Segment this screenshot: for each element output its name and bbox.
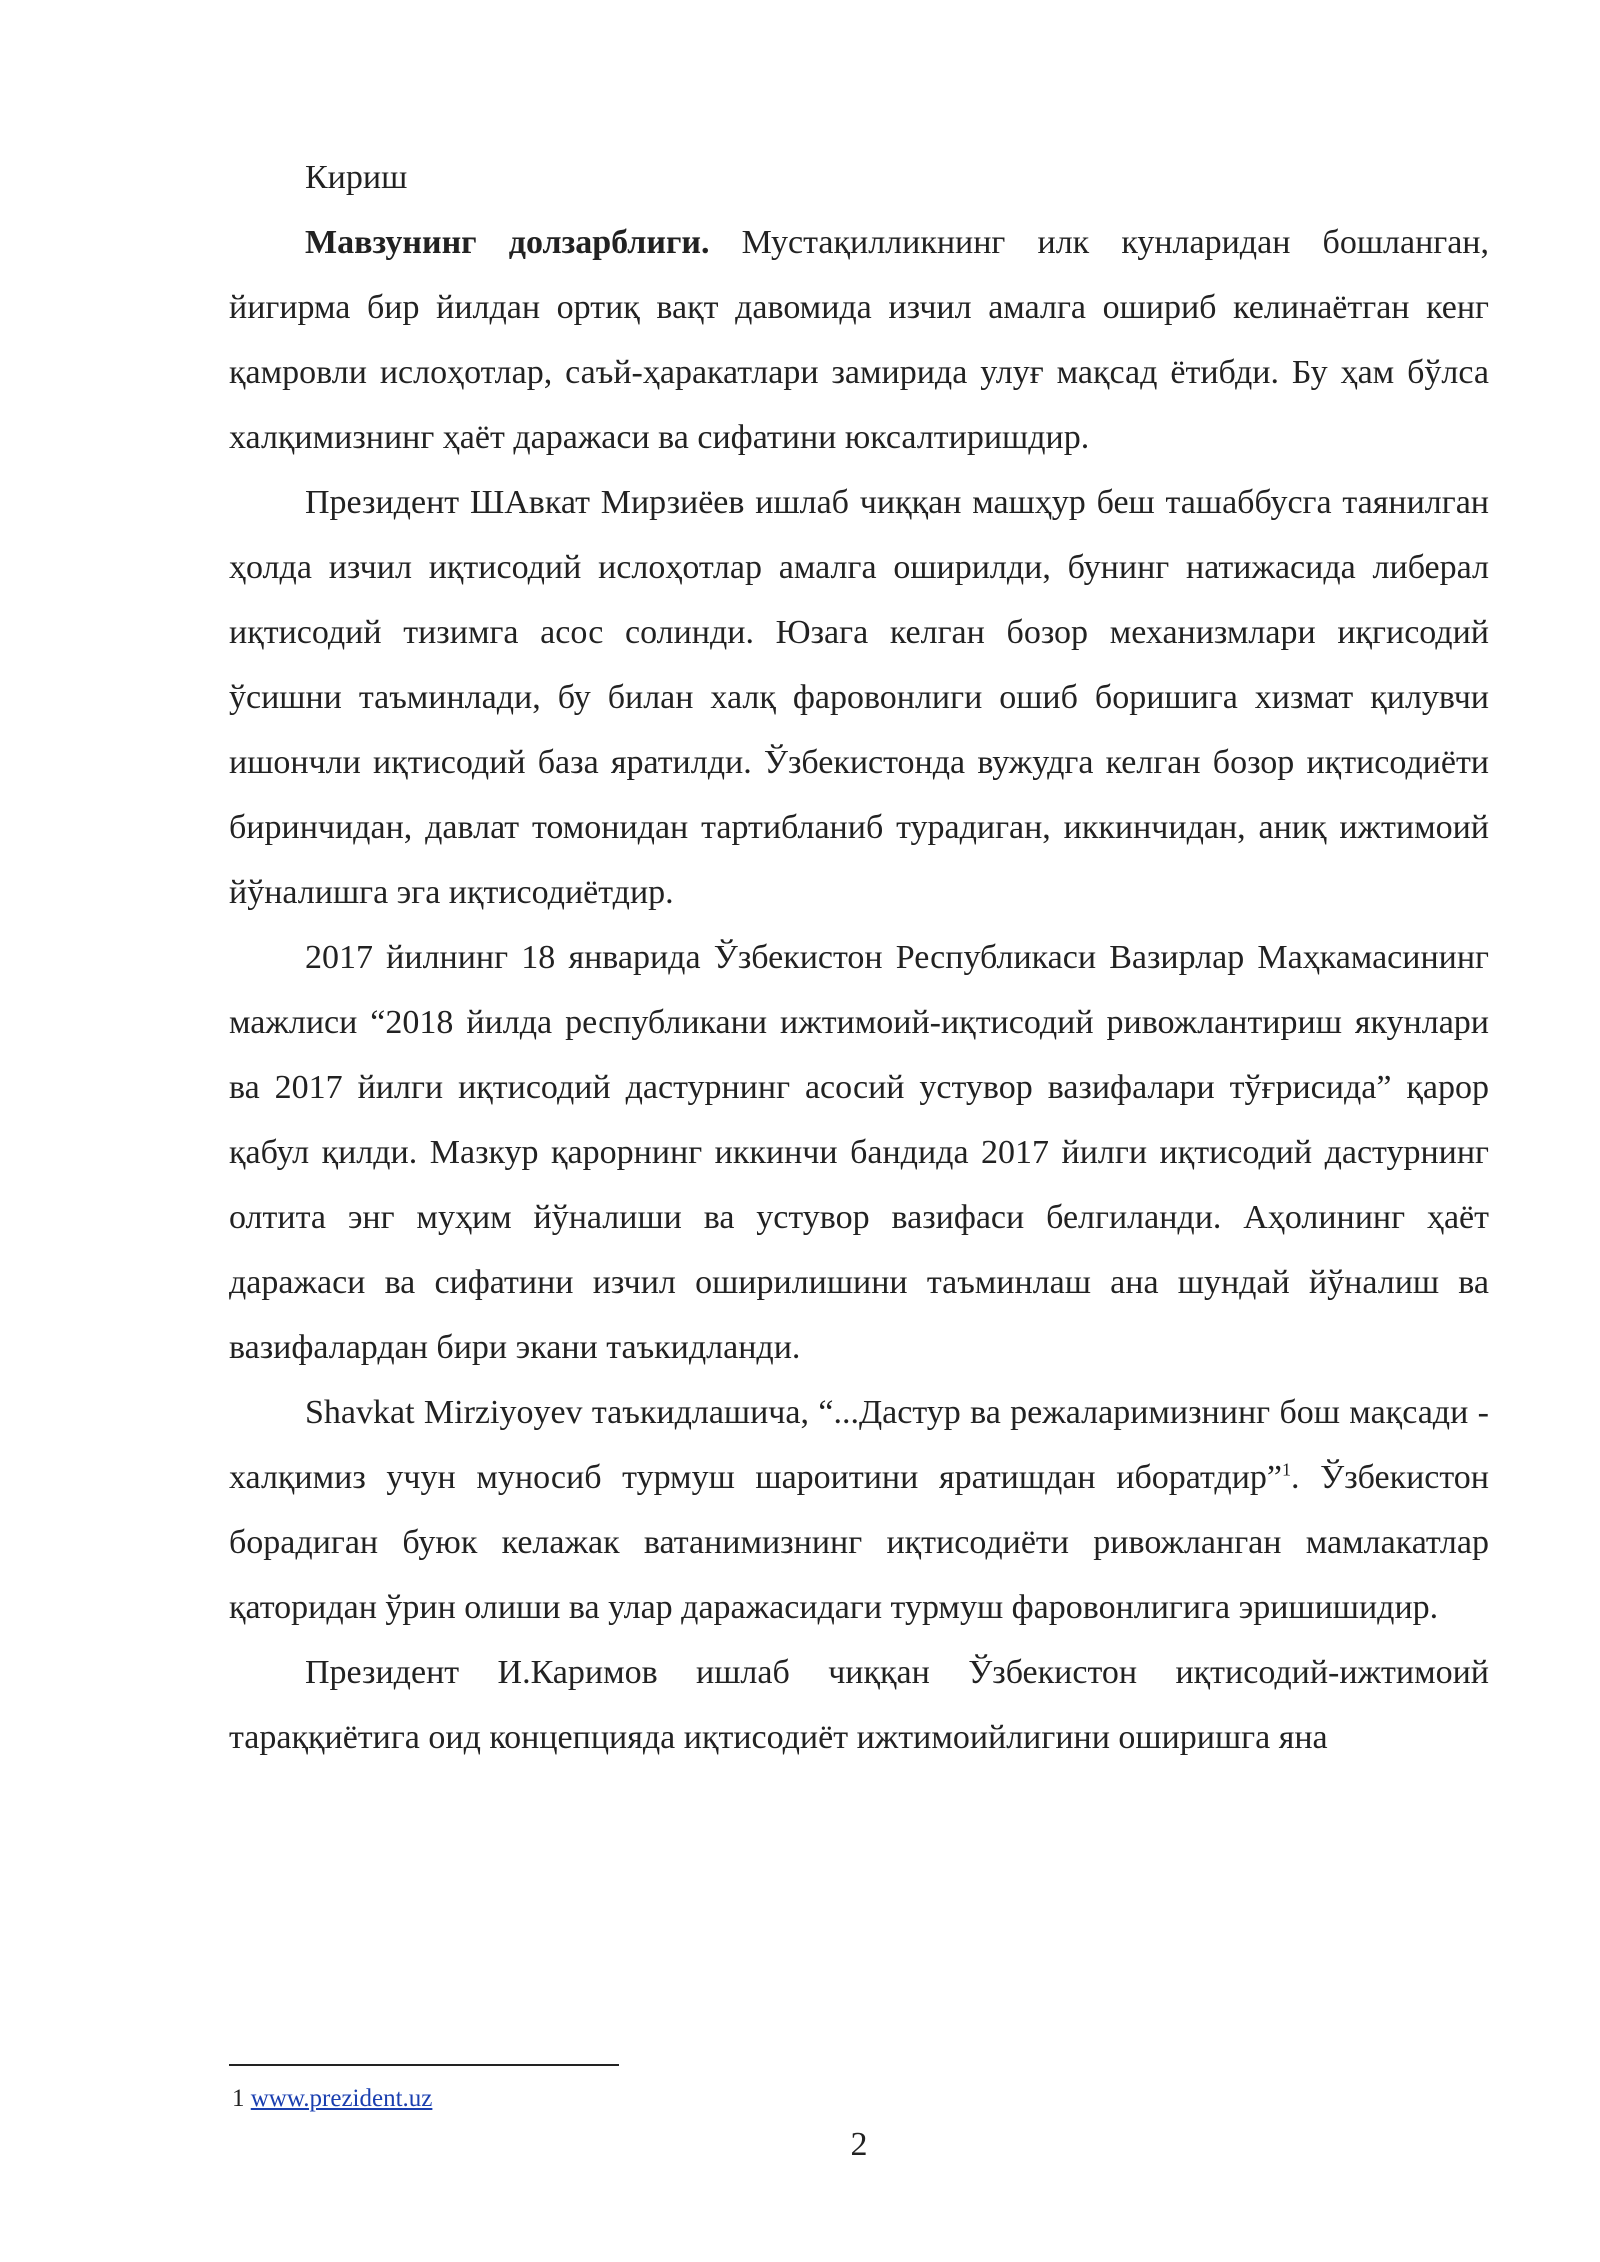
paragraph-relevance	[229, 210, 1489, 470]
footnote	[232, 2084, 432, 2114]
footnote-reference[interactable]: 1	[1281, 1459, 1291, 1480]
paragraph-quote	[229, 1380, 1489, 1640]
relevance-lead: Мавзунинг долзарблиги.	[305, 224, 710, 261]
paragraph-concept: Президент И.Каримов ишлаб чиққан Ўзбекистон иқтисодий-ижтимоий тараққиётига оид концепцияда иқтисодиёт ижтимоийлигини оширишга яна	[229, 1654, 1489, 1756]
paragraph-resolution: 2017 йилнинг 18 январида Ўзбекистон Республикаси Вазирлар Маҳкамасининг мажлиси “2018 йилда республикани ижтимоий-иқтисодий ривожлантириш якунлари ва 2017 йилги иқтисодий дастурнинг асосий устувор вазифалари тўғрисида” қарор қабул қилди. Мазкур қарорнинг иккинчи бандида 2017 йилги иқтисодий дастурнинг олтита энг муҳим йўналиши ва устувор вазифаси белгиланди. Аҳолининг ҳаёт даражаси ва сифатини изчил оширилишини таъминлаш ана шундай йўналиш ва вазифалардан бири экани таъкидланди.	[229, 939, 1489, 1366]
section-heading: Кириш	[305, 159, 408, 196]
quote-continuation: . Ўзбекистон борадиган буюк келажак ватанимизнинг иқтисодиёти ривожланган мамлакатлар қаторидан ўрин олиши ва улар даражасидаги турмуш фаровонлигига эришишидир.	[229, 1459, 1489, 1626]
footnote-separator	[229, 2064, 619, 2066]
page-number: 2	[850, 2126, 868, 2163]
quote-text: Shavkat Mirziyoyev таъкидлашича, “...Дастур ва режаларимизнинг бош мақсади - халқимиз учун муносиб турмуш шароитини яратишдан иборатдир”	[229, 1394, 1489, 1496]
footnote-link[interactable]: www.prezident.uz	[250, 2085, 433, 2112]
footnote-number: 1	[232, 2085, 245, 2112]
relevance-text: Мустақилликнинг илк кунларидан бошланган, йигирма бир йилдан ортиқ вақт давомида изчил амалга ошириб келинаётган кенг қамровли ислоҳотлар, саъй-ҳаракатлари замирида улуғ мақсад ётибди. Бу ҳам бўлса халқимизнинг ҳаёт даражаси ва сифатини юксалтиришдир.	[229, 224, 1489, 456]
document-body	[229, 145, 1489, 1770]
paragraph-reforms: Президент ШАвкат Мирзиёев ишлаб чиққан машҳур беш ташаббусга таянилган ҳолда изчил иқтисодий ислоҳотлар амалга оширилди, бунинг натижасида либерал иқтисодий тизимга асос солинди. Юзага келган бозор механизмлари иқгисодий ўсишни таъминлади, бу билан халқ фаровонлиги ошиб боришига хизмат қилувчи ишончли иқтисодий база яратилди. Ўзбекистонда вужудга келган бозор иқтисодиёти биринчидан, давлат томонидан тартибланиб турадиган, иккинчидан, аниқ ижтимоий йўналишга эга иқтисодиётдир.	[229, 484, 1489, 911]
